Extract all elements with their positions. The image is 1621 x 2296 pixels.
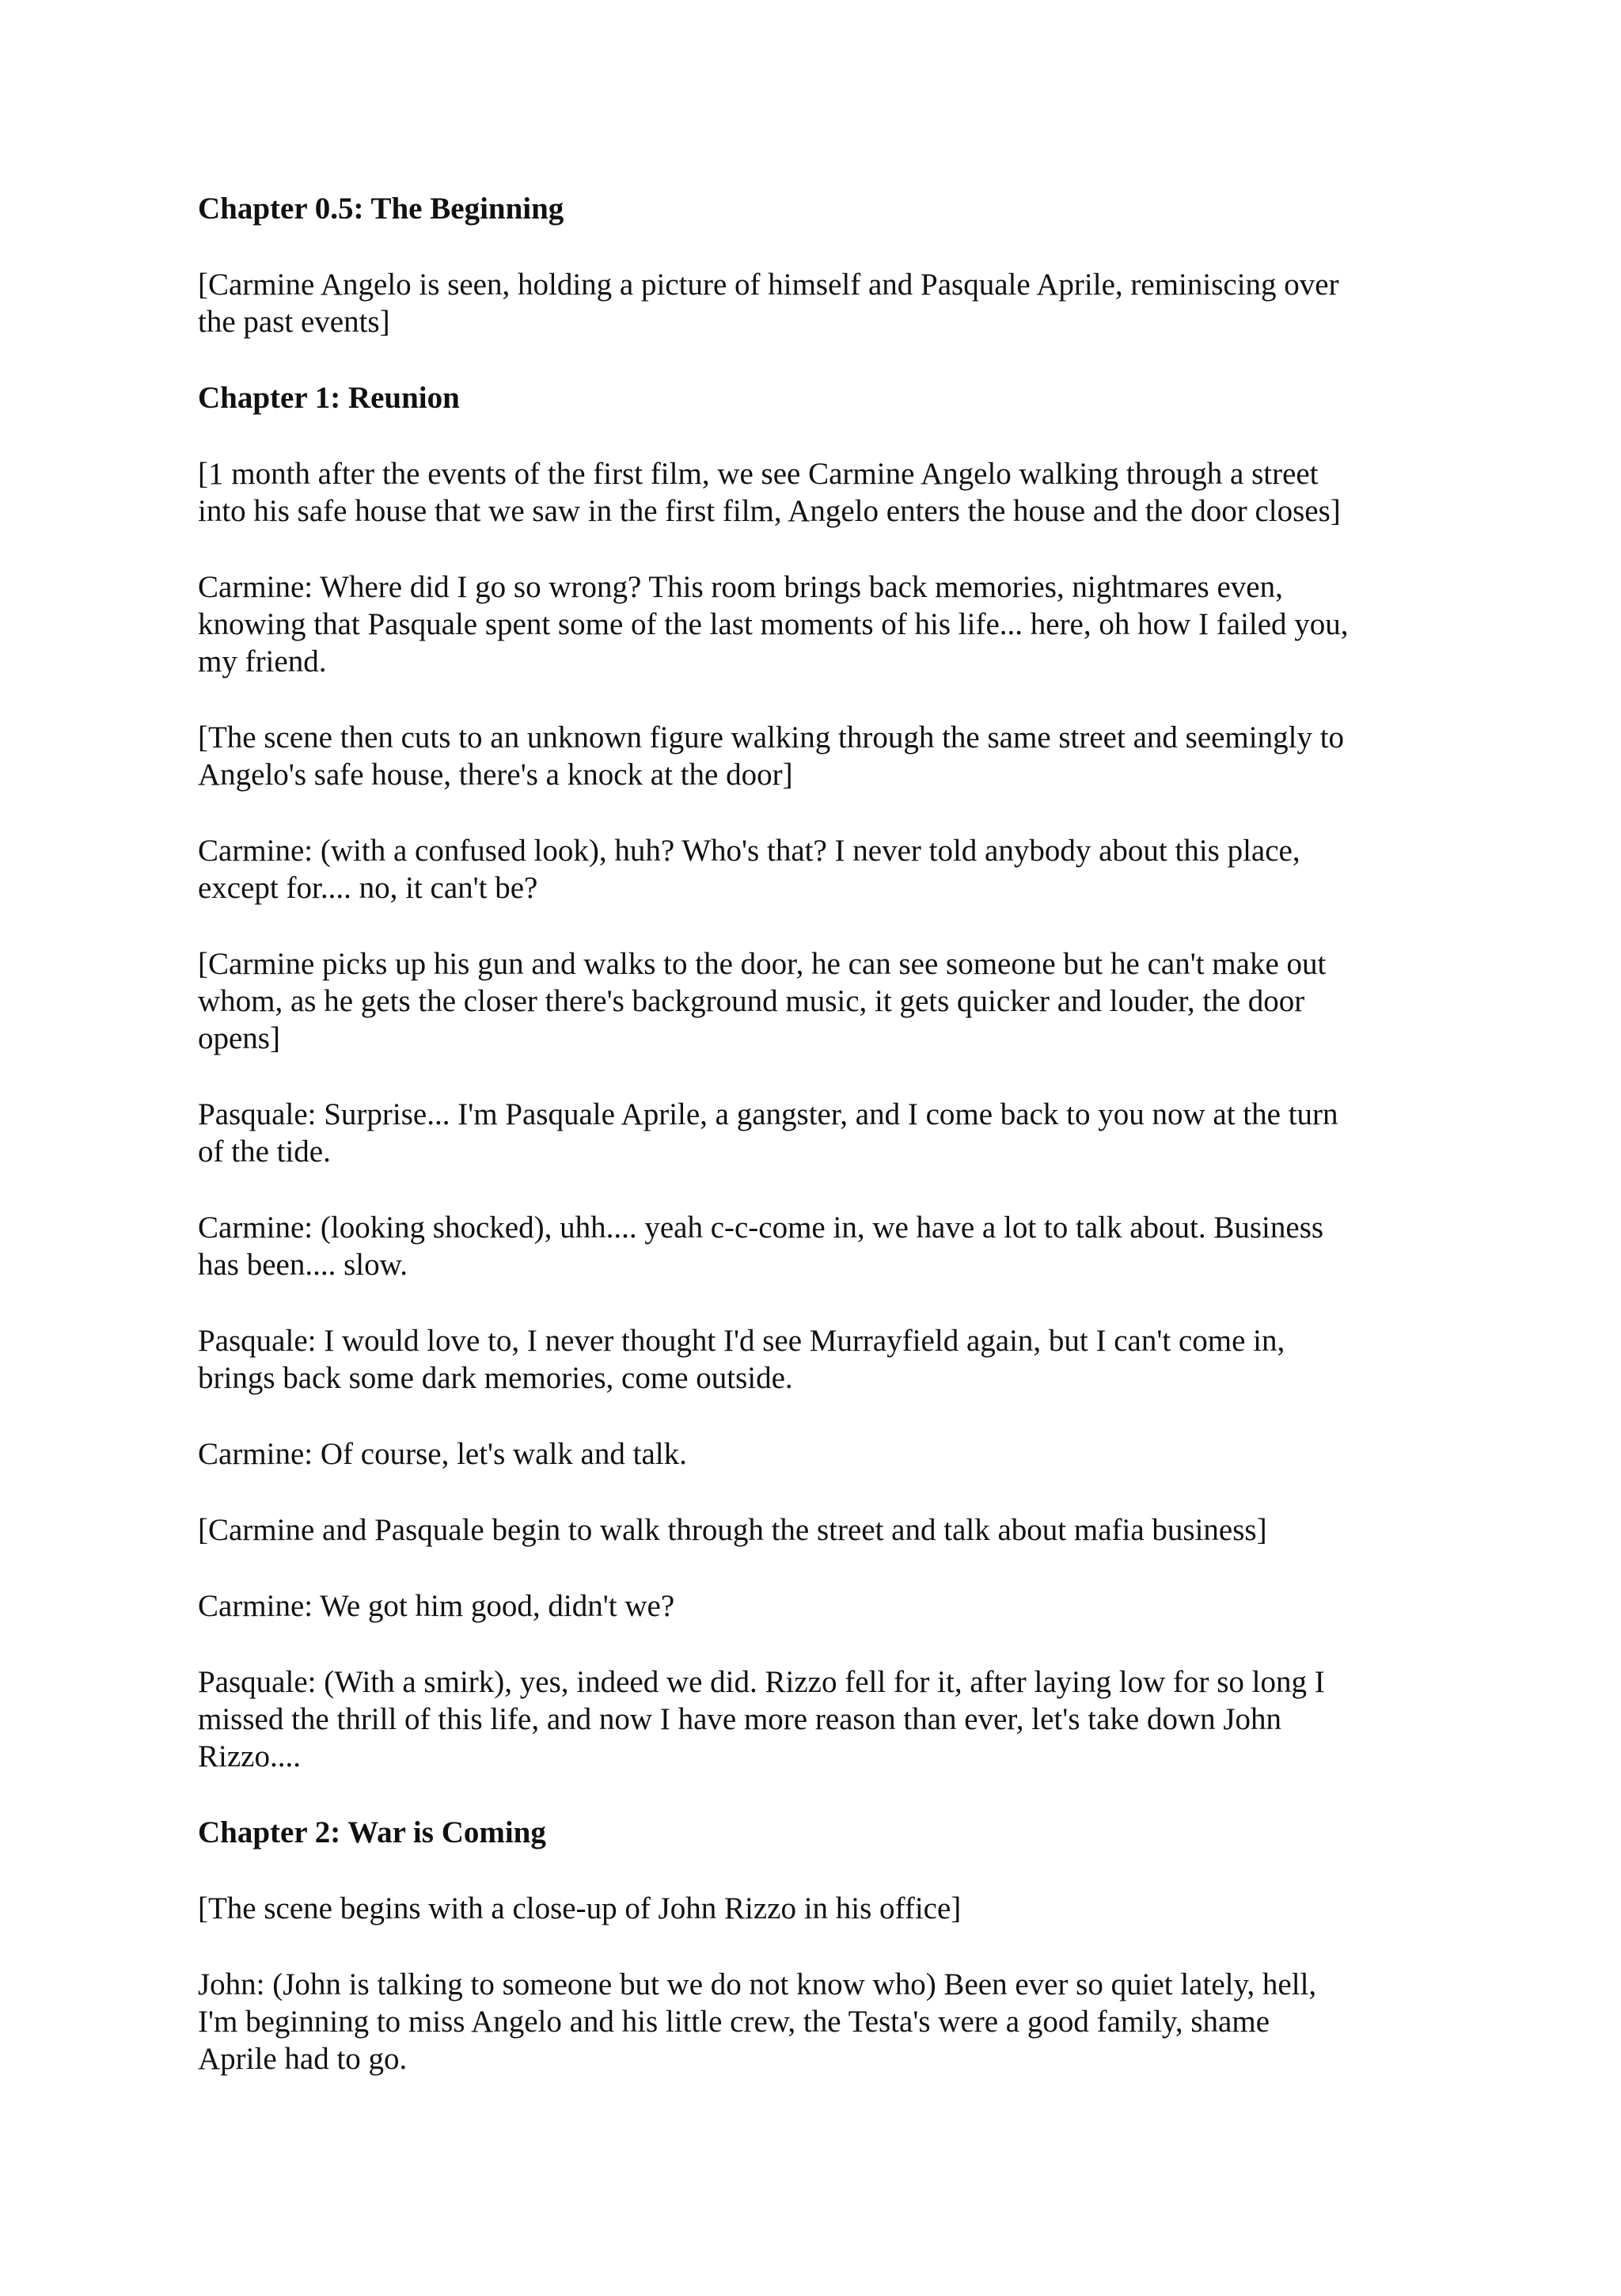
text-line: I'm beginning to miss Angelo and his little crew, the Testa's were a good family, shame <box>198 2005 1270 2039</box>
text-line: [Carmine picks up his gun and walks to the door, he can see someone but he can't make out <box>198 947 1327 981</box>
stage-direction <box>198 1890 1433 1927</box>
chapter-heading <box>198 1814 1433 1851</box>
text-line: Pasquale: I would love to, I never thought I'd see Murrayfield again, but I can't come in, <box>198 1324 1285 1358</box>
text-line: [1 month after the events of the first film, we see Carmine Angelo walking through a street <box>198 457 1319 491</box>
dialogue-paragraph <box>198 1587 1433 1625</box>
dialogue-paragraph <box>198 1966 1433 2077</box>
text-line: into his safe house that we saw in the first film, Angelo enters the house and the door closes] <box>198 494 1341 528</box>
text-line: Chapter 2: War is Coming <box>198 1815 546 1849</box>
text-line: [The scene begins with a close-up of John Rizzo in his office] <box>198 1891 962 1925</box>
text-line: Carmine: (with a confused look), huh? Who's that? I never told anybody about this place, <box>198 834 1300 868</box>
dialogue-paragraph <box>198 1663 1433 1775</box>
text-line: except for.... no, it can't be? <box>198 871 538 905</box>
text-line: opens] <box>198 1021 280 1055</box>
text-line: Aprile had to go. <box>198 2042 408 2076</box>
dialogue-paragraph <box>198 832 1433 907</box>
text-line: Chapter 0.5: The Beginning <box>198 192 564 226</box>
dialogue-paragraph <box>198 568 1433 680</box>
dialogue-paragraph <box>198 1322 1433 1397</box>
text-line: Carmine: (looking shocked), uhh.... yeah c-c-come in, we have a lot to talk about. Business <box>198 1211 1324 1245</box>
text-line: the past events] <box>198 305 390 339</box>
chapter-heading <box>198 379 1433 416</box>
text-line: Carmine: We got him good, didn't we? <box>198 1589 675 1623</box>
dialogue-paragraph <box>198 1096 1433 1170</box>
text-line: [Carmine and Pasquale begin to walk through the street and talk about mafia business] <box>198 1513 1267 1547</box>
stage-direction <box>198 945 1433 1057</box>
text-line: Carmine: Of course, let's walk and talk. <box>198 1437 687 1471</box>
text-line: my friend. <box>198 644 327 679</box>
text-line: whom, as he gets the closer there's background music, it gets quicker and louder, the door <box>198 984 1305 1018</box>
text-line: Chapter 1: Reunion <box>198 381 460 415</box>
text-line: has been.... slow. <box>198 1248 408 1282</box>
text-line: Angelo's safe house, there's a knock at the door] <box>198 758 793 792</box>
text-line: Pasquale: (With a smirk), yes, indeed we did. Rizzo fell for it, after laying low for so long I <box>198 1665 1325 1699</box>
text-line: [The scene then cuts to an unknown figure walking through the same street and seemingly to <box>198 720 1345 755</box>
text-line: Rizzo.... <box>198 1739 301 1773</box>
text-line: missed the thrill of this life, and now I have more reason than ever, let's take down John <box>198 1702 1282 1736</box>
screenplay-page <box>198 190 1433 2116</box>
text-line: of the tide. <box>198 1135 331 1169</box>
dialogue-paragraph <box>198 1209 1433 1283</box>
text-line: knowing that Pasquale spent some of the last moments of his life... here, oh how I failed you, <box>198 607 1349 641</box>
text-line: Pasquale: Surprise... I'm Pasquale Aprile, a gangster, and I come back to you now at the turn <box>198 1097 1338 1131</box>
stage-direction <box>198 1511 1433 1549</box>
dialogue-paragraph <box>198 1435 1433 1473</box>
chapter-heading <box>198 190 1433 227</box>
text-line: John: (John is talking to someone but we do not know who) Been ever so quiet lately, hell, <box>198 1967 1317 2001</box>
stage-direction <box>198 266 1433 340</box>
text-line: Carmine: Where did I go so wrong? This room brings back memories, nightmares even, <box>198 570 1283 604</box>
stage-direction <box>198 455 1433 530</box>
text-line: [Carmine Angelo is seen, holding a picture of himself and Pasquale Aprile, reminiscing over <box>198 268 1339 302</box>
text-line: brings back some dark memories, come outside. <box>198 1361 793 1395</box>
stage-direction <box>198 719 1433 793</box>
